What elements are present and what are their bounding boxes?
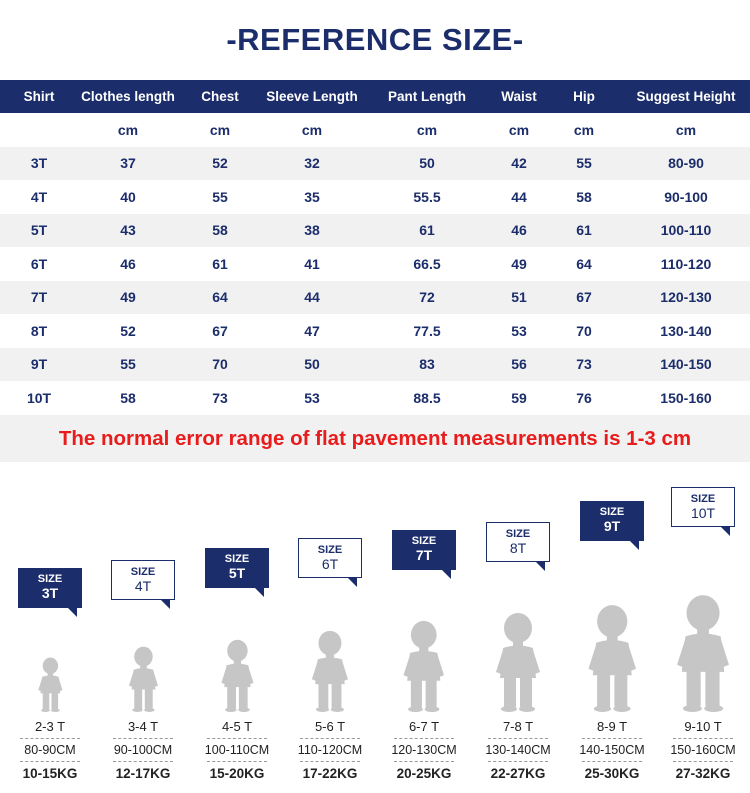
table-cell: 120-130: [622, 281, 750, 315]
header-pant-length: Pant Length: [362, 80, 492, 113]
table-cell: 52: [78, 314, 178, 348]
weight-label: 22-27KG: [490, 766, 546, 781]
size-tag-pointer: [630, 541, 639, 550]
unit-cell: cm: [78, 113, 178, 147]
table-cell: 8T: [0, 314, 78, 348]
age-label: 8-9 T: [596, 719, 628, 734]
table-cell: 55: [178, 180, 262, 214]
age-label: 7-8 T: [502, 719, 534, 734]
table-cell: 53: [492, 314, 546, 348]
table-cell: 53: [262, 381, 362, 415]
unit-cell: [0, 113, 78, 147]
divider: [300, 738, 360, 739]
size-tag-label: SIZE: [317, 544, 343, 556]
header-clothes-length: Clothes length: [78, 80, 178, 113]
size-tag-pointer: [721, 527, 730, 536]
table-cell: 56: [492, 348, 546, 382]
size-tag-label: SIZE: [411, 535, 437, 547]
table-cell: 61: [546, 214, 622, 248]
table-cell: 67: [546, 281, 622, 315]
table-cell: 58: [546, 180, 622, 214]
table-cell: 55: [78, 348, 178, 382]
table-cell: 46: [492, 214, 546, 248]
table-cell: 90-100: [622, 180, 750, 214]
height-label: 130-140CM: [485, 743, 551, 757]
height-label: 90-100CM: [113, 743, 173, 757]
table-row: [0, 214, 750, 248]
size-tag-value: 5T: [228, 565, 246, 581]
size-tag: [392, 530, 456, 570]
divider: [488, 738, 548, 739]
age-label: 9-10 T: [684, 719, 722, 734]
page-title: -REFERENCE SIZE-: [226, 22, 524, 57]
unit-cell: cm: [546, 113, 622, 147]
table-cell: 49: [492, 247, 546, 281]
table-cell: 41: [262, 247, 362, 281]
unit-cell: cm: [492, 113, 546, 147]
table-row: [0, 381, 750, 415]
divider: [582, 738, 642, 739]
table-cell: 70: [546, 314, 622, 348]
size-tag: [18, 568, 82, 608]
header-shirt: Shirt: [0, 80, 78, 113]
table-cell: 50: [262, 348, 362, 382]
header-sleeve-length: Sleeve Length: [262, 80, 362, 113]
table-cell: 35: [262, 180, 362, 214]
unit-cell: cm: [178, 113, 262, 147]
table-cell: 50: [362, 147, 492, 181]
header-suggest-height: Suggest Height: [622, 80, 750, 113]
height-label: 120-130CM: [391, 743, 457, 757]
divider: [673, 761, 733, 762]
size-tag: [580, 501, 644, 541]
size-tag: [671, 487, 735, 527]
header-hip: Hip: [546, 80, 622, 113]
header-chest: Chest: [178, 80, 262, 113]
size-tag-pointer: [348, 578, 357, 587]
divider: [207, 738, 267, 739]
size-tag: [205, 548, 269, 588]
divider: [20, 738, 80, 739]
divider: [113, 738, 173, 739]
table-cell: 42: [492, 147, 546, 181]
header-waist: Waist: [492, 80, 546, 113]
size-tag-pointer: [536, 562, 545, 571]
weight-label: 25-30KG: [584, 766, 640, 781]
table-cell: 72: [362, 281, 492, 315]
size-tag: [298, 538, 362, 578]
size-tag-label: SIZE: [599, 506, 625, 518]
child-silhouette-icon: [670, 594, 736, 712]
table-cell: 32: [262, 147, 362, 181]
size-tag-value: 4T: [134, 578, 152, 594]
table-cell: 58: [78, 381, 178, 415]
table-cell: 64: [178, 281, 262, 315]
table-cell: 64: [546, 247, 622, 281]
table-cell: 67: [178, 314, 262, 348]
size-tag: [111, 560, 175, 600]
unit-cell: cm: [262, 113, 362, 147]
age-label: 5-6 T: [314, 719, 346, 734]
table-cell: 55.5: [362, 180, 492, 214]
age-label: 4-5 T: [221, 719, 253, 734]
divider: [582, 761, 642, 762]
measurement-note: The normal error range of flat pavement measurements is 1-3 cm: [58, 427, 692, 450]
size-table: [0, 80, 750, 415]
weight-label: 20-25KG: [396, 766, 452, 781]
age-label: 2-3 T: [34, 719, 66, 734]
table-cell: 47: [262, 314, 362, 348]
table-cell: 76: [546, 381, 622, 415]
table-cell: 9T: [0, 348, 78, 382]
table-row: [0, 281, 750, 315]
size-tag: [486, 522, 550, 562]
table-cell: 44: [262, 281, 362, 315]
weight-label: 10-15KG: [22, 766, 78, 781]
child-silhouette-icon: [398, 620, 450, 712]
table-cell: 7T: [0, 281, 78, 315]
size-tag-pointer: [68, 608, 77, 617]
table-cell: 66.5: [362, 247, 492, 281]
table-cell: 61: [178, 247, 262, 281]
table-cell: 51: [492, 281, 546, 315]
child-silhouette-icon: [125, 646, 162, 712]
size-tag-label: SIZE: [224, 553, 250, 565]
height-label: 150-160CM: [670, 743, 736, 757]
divider: [300, 761, 360, 762]
table-cell: 110-120: [622, 247, 750, 281]
table-cell: 59: [492, 381, 546, 415]
table-cell: 38: [262, 214, 362, 248]
size-tag-value: 6T: [321, 556, 339, 572]
child-silhouette-icon: [35, 657, 66, 712]
size-tag-pointer: [442, 570, 451, 579]
table-cell: 77.5: [362, 314, 492, 348]
table-cell: 83: [362, 348, 492, 382]
size-tag-pointer: [161, 600, 170, 609]
table-row: [0, 247, 750, 281]
table-cell: 150-160: [622, 381, 750, 415]
weight-label: 17-22KG: [302, 766, 358, 781]
divider: [394, 761, 454, 762]
unit-row: [0, 113, 750, 147]
table-cell: 3T: [0, 147, 78, 181]
age-label: 6-7 T: [408, 719, 440, 734]
size-tag-value: 10T: [690, 505, 716, 521]
table-cell: 40: [78, 180, 178, 214]
table-cell: 55: [546, 147, 622, 181]
divider: [113, 761, 173, 762]
child-silhouette-icon: [490, 612, 546, 712]
height-label: 80-90CM: [24, 743, 76, 757]
table-cell: 73: [178, 381, 262, 415]
weight-label: 12-17KG: [115, 766, 171, 781]
table-cell: 70: [178, 348, 262, 382]
weight-label: 27-32KG: [675, 766, 731, 781]
divider: [394, 738, 454, 739]
unit-cell: cm: [362, 113, 492, 147]
size-tag-label: SIZE: [37, 573, 63, 585]
size-tag-value: 7T: [415, 547, 433, 563]
table-row: [0, 180, 750, 214]
table-cell: 5T: [0, 214, 78, 248]
age-label: 3-4 T: [127, 719, 159, 734]
table-cell: 52: [178, 147, 262, 181]
table-cell: 80-90: [622, 147, 750, 181]
size-tag-label: SIZE: [130, 566, 156, 578]
height-label: 100-110CM: [204, 743, 270, 757]
divider: [488, 761, 548, 762]
table-cell: 49: [78, 281, 178, 315]
table-cell: 88.5: [362, 381, 492, 415]
unit-cell: cm: [622, 113, 750, 147]
child-silhouette-icon: [217, 639, 258, 712]
table-cell: 37: [78, 147, 178, 181]
table-cell: 58: [178, 214, 262, 248]
table-cell: 10T: [0, 381, 78, 415]
child-silhouette-icon: [307, 630, 353, 712]
divider: [20, 761, 80, 762]
table-row: [0, 314, 750, 348]
table-cell: 73: [546, 348, 622, 382]
table-cell: 43: [78, 214, 178, 248]
table-cell: 46: [78, 247, 178, 281]
table-cell: 100-110: [622, 214, 750, 248]
height-label: 110-120CM: [297, 743, 363, 757]
size-tag-value: 9T: [603, 518, 621, 534]
table-row: [0, 147, 750, 181]
weight-label: 15-20KG: [209, 766, 265, 781]
size-tag-label: SIZE: [505, 528, 531, 540]
size-tag-value: 8T: [509, 540, 527, 556]
size-tag-value: 3T: [41, 585, 59, 601]
size-tag-pointer: [255, 588, 264, 597]
height-label: 140-150CM: [579, 743, 645, 757]
divider: [673, 738, 733, 739]
table-cell: 140-150: [622, 348, 750, 382]
table-header-row: [0, 80, 750, 113]
table-cell: 44: [492, 180, 546, 214]
divider: [207, 761, 267, 762]
table-cell: 4T: [0, 180, 78, 214]
size-tag-label: SIZE: [690, 493, 716, 505]
table-cell: 61: [362, 214, 492, 248]
table-cell: 130-140: [622, 314, 750, 348]
table-cell: 6T: [0, 247, 78, 281]
child-silhouette-icon: [582, 604, 642, 712]
table-row: [0, 348, 750, 382]
